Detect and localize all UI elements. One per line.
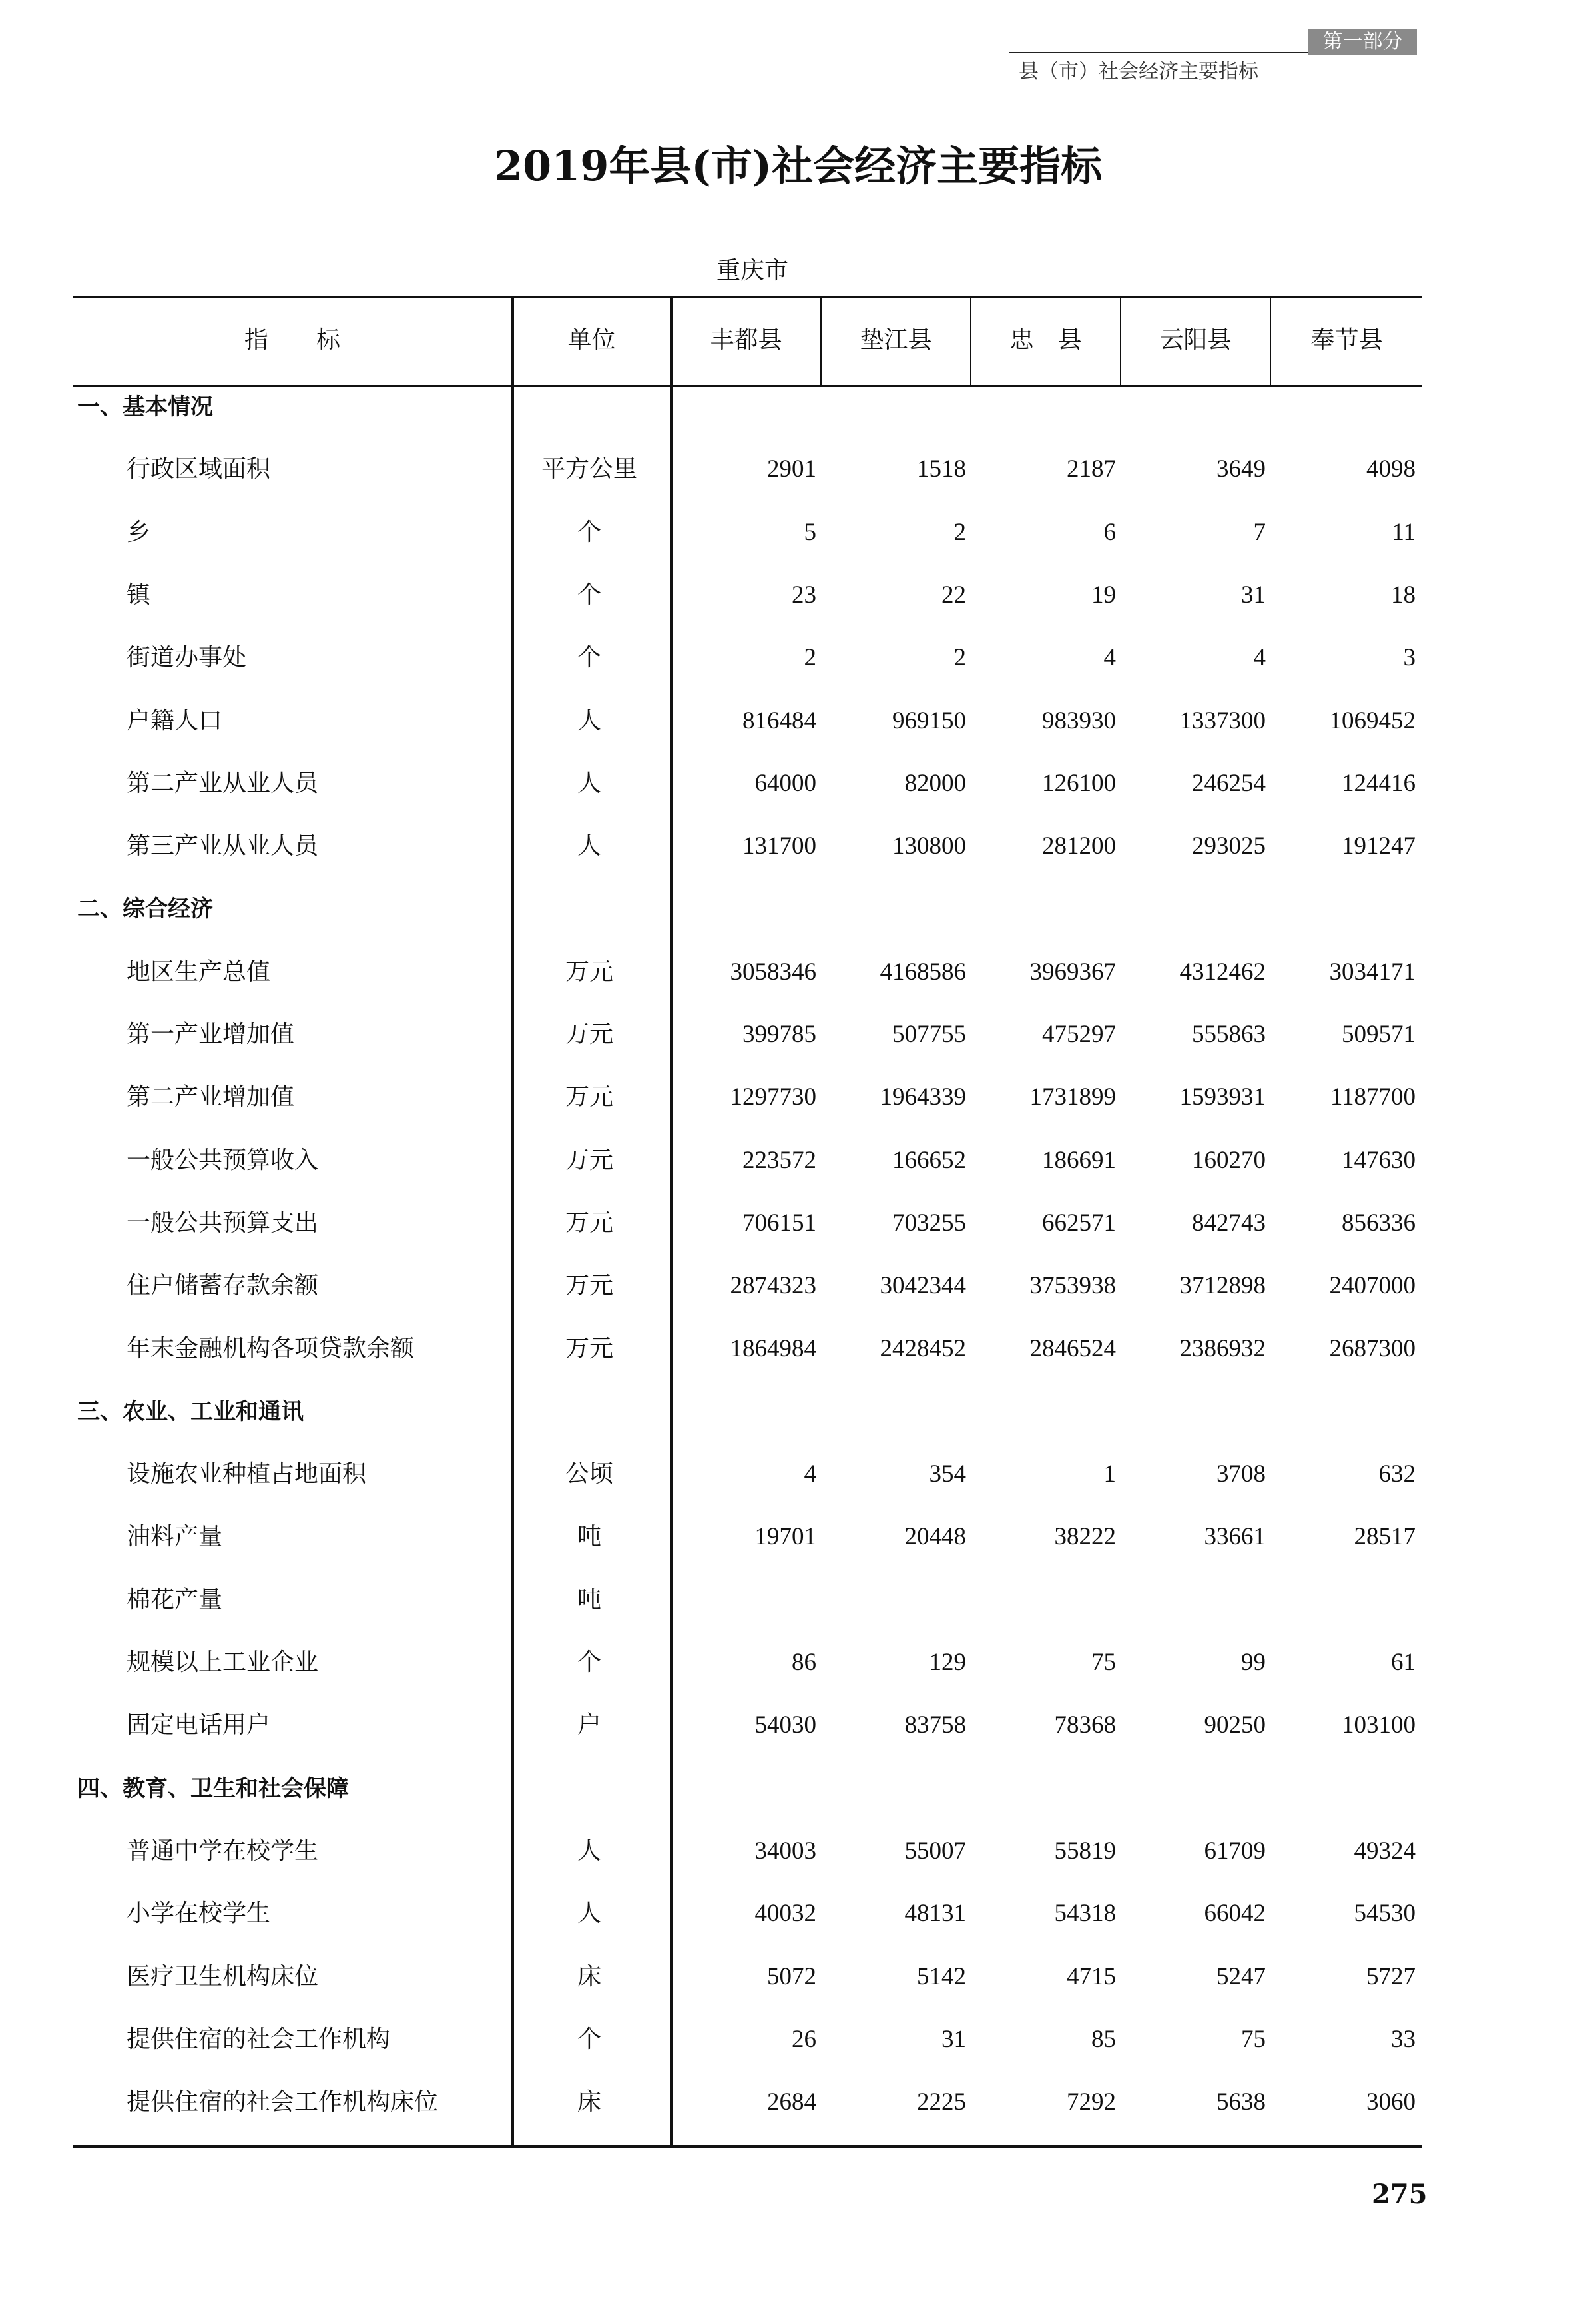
value-cell: 147630	[1342, 1146, 1416, 1174]
value-cell: 23	[792, 581, 816, 609]
page-number: 275	[1372, 2179, 1428, 2210]
unit-cell: 个	[577, 581, 601, 609]
table-row	[73, 1820, 1422, 1882]
value-cell: 22	[941, 581, 966, 609]
value-cell: 61	[1391, 1649, 1416, 1676]
value-cell: 4	[1253, 644, 1266, 672]
header-fengjie: 奉节县	[1310, 326, 1383, 354]
value-cell: 28517	[1354, 1523, 1416, 1551]
header-dianjiang: 垫江县	[860, 326, 932, 354]
indicator-name: 第二产业增加值	[127, 1083, 295, 1111]
unit-cell: 人	[577, 769, 601, 797]
indicator-name: 第三产业从业人员	[127, 832, 319, 860]
table-row	[73, 564, 1422, 627]
indicator-name: 设施农业种植占地面积	[127, 1460, 367, 1488]
table-row	[73, 501, 1422, 564]
value-cell: 969150	[892, 707, 966, 734]
value-cell: 293025	[1192, 832, 1266, 860]
table-row	[73, 1882, 1422, 1945]
value-cell: 82000	[904, 769, 966, 797]
value-cell: 662571	[1042, 1209, 1116, 1237]
section-row	[73, 376, 1422, 438]
unit-cell: 人	[577, 832, 601, 860]
unit-cell: 万元	[565, 1272, 613, 1300]
section-header: 县（市）社会经济主要指标	[1019, 60, 1258, 83]
value-cell: 1337300	[1179, 707, 1266, 734]
value-cell: 4	[1103, 644, 1116, 672]
value-cell: 2407000	[1329, 1272, 1416, 1300]
section-row	[73, 1380, 1422, 1443]
table-row	[73, 627, 1422, 689]
indicator-name: 年末金融机构各项贷款余额	[127, 1334, 415, 1362]
value-cell: 3969367	[1029, 958, 1116, 986]
table-row	[73, 438, 1422, 501]
value-cell: 1864984	[730, 1334, 816, 1362]
unit-cell: 万元	[565, 1334, 613, 1362]
value-cell: 5727	[1366, 1962, 1416, 1990]
value-cell: 130800	[892, 832, 966, 860]
indicator-name: 提供住宿的社会工作机构床位	[127, 2088, 439, 2116]
section-row	[73, 878, 1422, 940]
value-cell: 64000	[754, 769, 816, 797]
value-cell: 19	[1091, 581, 1116, 609]
value-cell: 3034171	[1329, 958, 1416, 986]
value-cell: 2428452	[880, 1334, 966, 1362]
value-cell: 1964339	[880, 1083, 966, 1111]
table-row	[73, 1946, 1422, 2008]
value-cell: 54030	[754, 1711, 816, 1739]
table-row	[73, 1694, 1422, 1757]
table-row	[73, 752, 1422, 815]
value-cell: 2	[953, 518, 966, 546]
value-cell: 2187	[1067, 455, 1116, 483]
table-row	[73, 815, 1422, 878]
indicator-name: 户籍人口	[127, 707, 223, 734]
value-cell: 75	[1241, 2025, 1266, 2053]
table-row	[73, 1569, 1422, 1631]
value-cell: 4098	[1366, 455, 1416, 483]
indicator-name: 乡	[127, 518, 151, 546]
value-cell: 49324	[1354, 1837, 1416, 1865]
value-cell: 66042	[1204, 1900, 1266, 1928]
value-cell: 399785	[742, 1021, 816, 1048]
header-zhong: 忠 县	[1009, 326, 1082, 354]
section-title: 一、基本情况	[77, 394, 213, 420]
value-cell: 3042344	[880, 1272, 966, 1300]
unit-cell: 个	[577, 1649, 601, 1676]
value-cell: 354	[929, 1460, 966, 1488]
value-cell: 55819	[1054, 1837, 1116, 1865]
unit-cell: 床	[577, 1962, 601, 1990]
value-cell	[1274, 1569, 1416, 1631]
value-cell: 507755	[892, 1021, 966, 1048]
value-cell: 2846524	[1029, 1334, 1116, 1362]
value-cell: 3060	[1366, 2088, 1416, 2116]
value-cell: 86	[792, 1649, 816, 1676]
indicator-name: 一般公共预算支出	[127, 1209, 319, 1237]
value-cell: 7292	[1067, 2088, 1116, 2116]
value-cell: 18	[1391, 581, 1416, 609]
value-cell: 4715	[1067, 1962, 1116, 1990]
header-unit: 单位	[567, 326, 616, 354]
value-cell: 38222	[1054, 1523, 1116, 1551]
header-rule	[1009, 52, 1308, 53]
indicator-name: 第二产业从业人员	[127, 769, 319, 797]
value-cell: 223572	[742, 1146, 816, 1174]
value-cell: 475297	[1042, 1021, 1116, 1048]
value-cell: 2386932	[1179, 1334, 1266, 1362]
unit-cell: 平方公里	[541, 455, 637, 483]
value-cell	[1125, 1569, 1266, 1631]
value-cell: 2901	[767, 455, 816, 483]
indicator-name: 固定电话用户	[127, 1711, 271, 1739]
value-cell: 166652	[892, 1146, 966, 1174]
indicator-name: 提供住宿的社会工作机构	[127, 2025, 391, 2053]
value-cell: 3708	[1216, 1460, 1266, 1488]
value-cell: 1	[1103, 1460, 1116, 1488]
unit-cell: 人	[577, 707, 601, 734]
value-cell: 4	[804, 1460, 816, 1488]
value-cell: 2687300	[1329, 1334, 1416, 1362]
part-tab: 第一部分	[1308, 29, 1417, 55]
value-cell: 61709	[1204, 1837, 1266, 1865]
value-cell: 1731899	[1029, 1083, 1116, 1111]
value-cell: 129	[929, 1649, 966, 1676]
section-title: 四、教育、卫生和社会保障	[77, 1775, 349, 1802]
value-cell: 124416	[1342, 769, 1416, 797]
value-cell: 33661	[1204, 1523, 1266, 1551]
value-cell: 816484	[742, 707, 816, 734]
page-title: 2019年县(市)社会经济主要指标	[493, 142, 1103, 190]
value-cell: 7	[1253, 518, 1266, 546]
value-cell: 75	[1091, 1649, 1116, 1676]
unit-cell: 个	[577, 518, 601, 546]
value-cell: 3712898	[1179, 1272, 1266, 1300]
value-cell	[975, 1569, 1116, 1631]
value-cell: 3649	[1216, 455, 1266, 483]
value-cell: 1069452	[1329, 707, 1416, 734]
indicator-name: 地区生产总值	[127, 958, 271, 986]
value-cell: 1297730	[730, 1083, 816, 1111]
unit-cell: 万元	[565, 1083, 613, 1111]
unit-cell: 人	[577, 1837, 601, 1865]
value-cell: 160270	[1192, 1146, 1266, 1174]
header-indicator: 指 标	[244, 326, 340, 354]
value-cell: 2684	[767, 2088, 816, 2116]
unit-cell: 个	[577, 2025, 601, 2053]
indicator-name: 街道办事处	[127, 644, 247, 672]
unit-cell: 万元	[565, 1146, 613, 1174]
value-cell: 4312462	[1179, 958, 1266, 986]
table-row	[73, 1255, 1422, 1317]
indicator-name: 小学在校学生	[127, 1900, 271, 1928]
table-row	[73, 1066, 1422, 1129]
value-cell: 703255	[892, 1209, 966, 1237]
value-cell: 191247	[1342, 832, 1416, 860]
value-cell: 509571	[1342, 1021, 1416, 1048]
value-cell: 246254	[1192, 769, 1266, 797]
value-cell: 4168586	[880, 958, 966, 986]
value-cell: 1187700	[1330, 1083, 1416, 1111]
indicator-name: 普通中学在校学生	[127, 1837, 319, 1865]
table-bottom-rule	[73, 2145, 1422, 2148]
header-fengdu: 丰都县	[710, 326, 782, 354]
indicator-name: 行政区域面积	[127, 455, 271, 483]
unit-cell: 个	[577, 644, 601, 672]
value-cell: 11	[1392, 518, 1416, 546]
value-cell: 34003	[754, 1837, 816, 1865]
value-cell: 5142	[917, 1962, 966, 1990]
value-cell: 33	[1391, 2025, 1416, 2053]
indicator-name: 油料产量	[127, 1523, 223, 1551]
unit-cell: 万元	[565, 1021, 613, 1048]
table-row	[73, 690, 1422, 752]
value-cell: 632	[1378, 1460, 1416, 1488]
value-cell: 983930	[1042, 707, 1116, 734]
table-row	[73, 1443, 1422, 1506]
unit-cell: 户	[577, 1711, 601, 1739]
value-cell: 78368	[1054, 1711, 1116, 1739]
value-cell: 3	[1403, 644, 1416, 672]
indicator-name: 规模以上工业企业	[127, 1649, 319, 1676]
table-row	[73, 941, 1422, 1004]
value-cell: 90250	[1204, 1711, 1266, 1739]
value-cell: 1593931	[1179, 1083, 1266, 1111]
value-cell: 19701	[754, 1523, 816, 1551]
value-cell: 856336	[1342, 1209, 1416, 1237]
value-cell: 99	[1241, 1649, 1266, 1676]
table-row	[73, 1192, 1422, 1255]
indicator-name: 第一产业增加值	[127, 1021, 295, 1048]
value-cell: 5247	[1216, 1962, 1266, 1990]
table-row	[73, 2071, 1422, 2134]
value-cell: 20448	[904, 1523, 966, 1551]
value-cell: 40032	[754, 1900, 816, 1928]
unit-cell: 人	[577, 1900, 601, 1928]
value-cell: 6	[1103, 518, 1116, 546]
value-cell: 1518	[917, 455, 966, 483]
value-cell: 186691	[1042, 1146, 1116, 1174]
value-cell	[825, 1569, 966, 1631]
unit-cell: 万元	[565, 1209, 613, 1237]
table-row	[73, 1631, 1422, 1694]
value-cell: 131700	[742, 832, 816, 860]
unit-cell: 吨	[577, 1586, 601, 1613]
value-cell: 103100	[1342, 1711, 1416, 1739]
table-row	[73, 1506, 1422, 1568]
value-cell: 5638	[1216, 2088, 1266, 2116]
section-title: 二、综合经济	[77, 896, 213, 923]
indicator-name: 医疗卫生机构床位	[127, 1962, 319, 1990]
value-cell: 5072	[767, 1962, 816, 1990]
value-cell: 31	[941, 2025, 966, 2053]
value-cell: 2225	[917, 2088, 966, 2116]
value-cell: 31	[1241, 581, 1266, 609]
indicator-name: 棉花产量	[127, 1586, 223, 1613]
indicator-name: 镇	[127, 581, 151, 609]
unit-cell: 公顷	[565, 1460, 613, 1488]
value-cell: 555863	[1192, 1021, 1266, 1048]
indicator-name: 住户储蓄存款余额	[127, 1272, 319, 1300]
table-row	[73, 1129, 1422, 1192]
region-label: 重庆市	[716, 257, 788, 284]
value-cell: 5	[804, 518, 816, 546]
value-cell	[675, 1569, 816, 1631]
value-cell: 281200	[1042, 832, 1116, 860]
value-cell: 842743	[1192, 1209, 1266, 1237]
header-yunyang: 云阳县	[1159, 326, 1232, 354]
value-cell: 3753938	[1029, 1272, 1116, 1300]
value-cell: 85	[1091, 2025, 1116, 2053]
unit-cell: 床	[577, 2088, 601, 2116]
value-cell: 3058346	[730, 958, 816, 986]
indicator-name: 一般公共预算收入	[127, 1146, 319, 1174]
value-cell: 55007	[904, 1837, 966, 1865]
section-title: 三、农业、工业和通讯	[77, 1398, 304, 1425]
unit-cell: 万元	[565, 958, 613, 986]
value-cell: 2	[953, 644, 966, 672]
table-row	[73, 1004, 1422, 1066]
value-cell: 706151	[742, 1209, 816, 1237]
table-row	[73, 2008, 1422, 2071]
value-cell: 54318	[1054, 1900, 1116, 1928]
value-cell: 126100	[1042, 769, 1116, 797]
section-row	[73, 1757, 1422, 1820]
value-cell: 54530	[1354, 1900, 1416, 1928]
value-cell: 26	[792, 2025, 816, 2053]
value-cell: 48131	[904, 1900, 966, 1928]
value-cell: 83758	[904, 1711, 966, 1739]
value-cell: 2874323	[730, 1272, 816, 1300]
table-row	[73, 1318, 1422, 1380]
value-cell: 2	[804, 644, 816, 672]
unit-cell: 吨	[577, 1523, 601, 1551]
